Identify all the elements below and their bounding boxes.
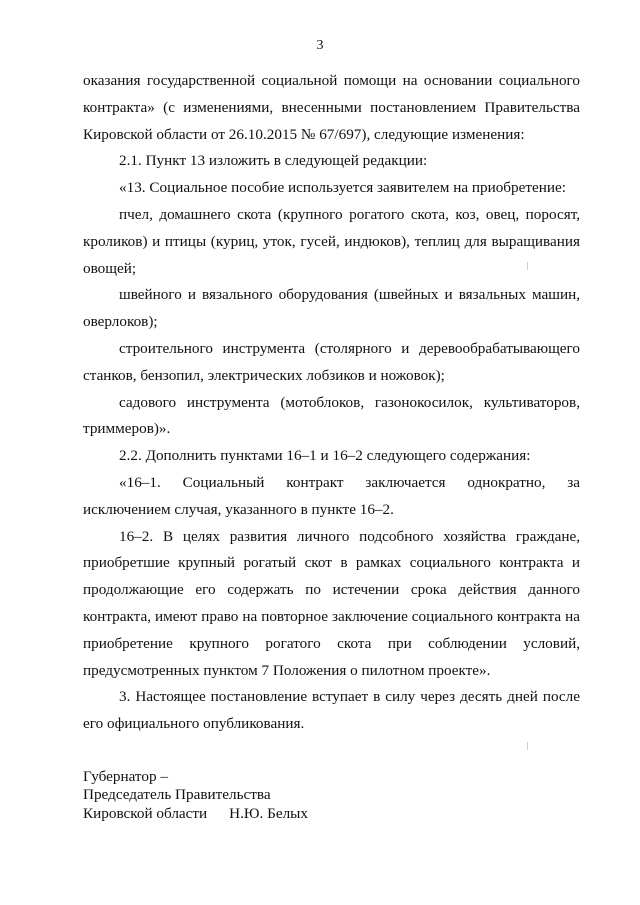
paragraph-bees-livestock: пчел, домашнего скота (крупного рогатого скота, коз, овец, поросят, кроликов) и птицы (куриц, уток, гусей, индюков), теплиц для выращивания овощей; bbox=[83, 205, 580, 277]
paragraph-item-16-1: «16–1. Социальный контракт заключается однократно, за исключением случая, указанного в пункте 16–2. bbox=[83, 473, 580, 518]
signature-title-governor: Губернатор – bbox=[83, 768, 168, 785]
document-body bbox=[83, 68, 580, 738]
signature-title-chairman: Председатель Правительства bbox=[83, 786, 271, 804]
paragraph-construction-tools: строительного инструмента (столярного и деревообрабатывающего станков, бензопил, электрических лобзиков и ножовок); bbox=[83, 339, 580, 384]
signatory-name: Н.Ю. Белых bbox=[229, 804, 308, 822]
scan-speck bbox=[527, 742, 528, 750]
paragraph-item-13: «13. Социальное пособие используется заявителем на приобретение: bbox=[119, 179, 566, 197]
paragraph-item-2-1: 2.1. Пункт 13 изложить в следующей редакции: bbox=[119, 152, 428, 170]
paragraph-item-2-2: 2.2. Дополнить пунктами 16–1 и 16–2 следующего содержания: bbox=[119, 447, 531, 465]
page-number: 3 bbox=[316, 38, 324, 53]
signature-region: Кировской области bbox=[83, 804, 208, 822]
paragraph-sewing-equipment: швейного и вязального оборудования (швейных и вязальных машин, оверлоков); bbox=[83, 286, 580, 331]
paragraph-item-16-2: 16–2. В целях развития личного подсобного хозяйства граждане, приобретшие крупный рогатый скот в рамках социального контракта и продолжающие его содержать по истечении срока действия данного контракта, имеют право на повторное заключение социального контракта на приобретение крупного рогатого скота при соблюдении условий, предусмотренных пунктом 7 Положения о пилотном проекте». bbox=[83, 527, 580, 679]
scan-speck bbox=[527, 262, 528, 270]
signature-region-line bbox=[83, 805, 308, 823]
paragraph-continuation: оказания государственной социальной помощи на основании социального контракта» (с изменениями, внесенными постановлением Правительства Кировской области от 26.10.2015 № 67/697), следующие изменения: bbox=[83, 72, 580, 143]
paragraph-garden-tools: садового инструмента (мотоблоков, газонокосилок, культиваторов, триммеров)». bbox=[83, 393, 580, 438]
signature-block bbox=[83, 768, 308, 823]
paragraph-item-3: 3. Настоящее постановление вступает в силу через десять дней после его официального опубликования. bbox=[83, 688, 580, 733]
